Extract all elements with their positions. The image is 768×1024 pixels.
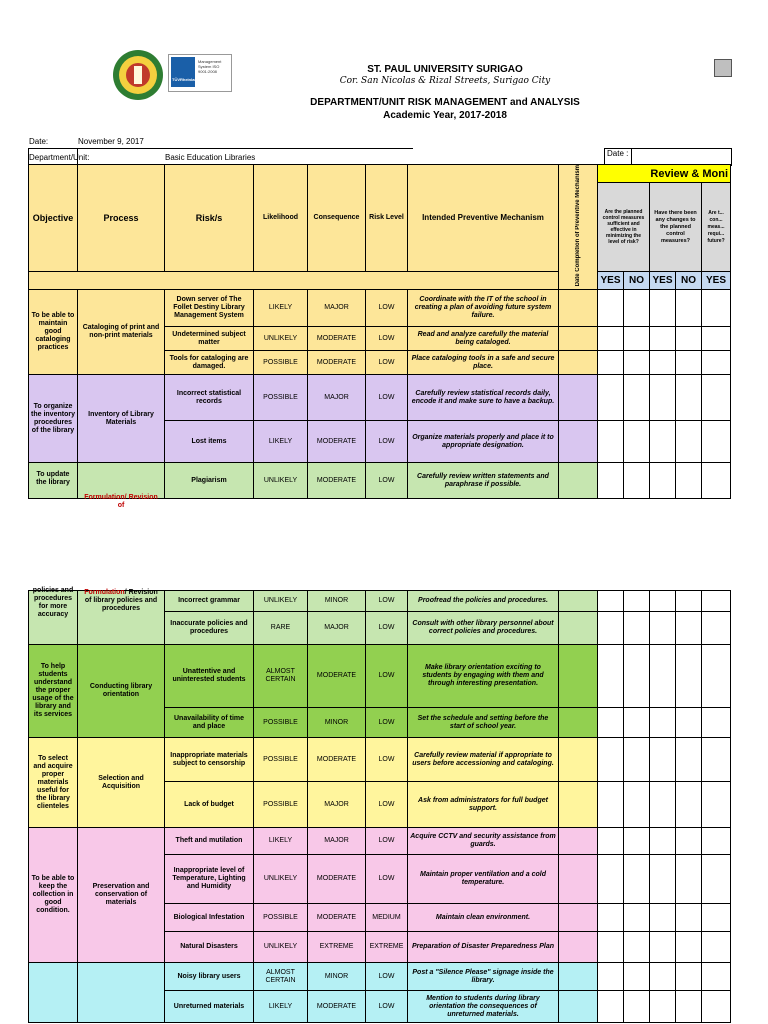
consequence-cell: MODERATE	[308, 351, 366, 375]
likelihood-cell: UNLIKELY	[254, 591, 308, 612]
consequence-cell: MAJOR	[308, 375, 366, 421]
risk-cell: Lack of budget	[165, 782, 254, 828]
date-label: Date:	[29, 137, 49, 146]
process-cell: Inventory of Library Materials	[78, 375, 165, 463]
level-cell: LOW	[366, 645, 408, 708]
objective-cell: To be able to maintain good cataloging practices	[29, 290, 78, 375]
table-row	[29, 375, 731, 421]
risk-table-page2	[28, 587, 731, 1023]
likelihood-cell: POSSIBLE	[254, 782, 308, 828]
process-cell: Preservation and conservation of materials	[78, 828, 165, 963]
academic-year: Academic Year, 2017-2018	[383, 110, 507, 121]
consequence-cell: MODERATE	[308, 463, 366, 499]
no-2: NO	[676, 271, 702, 290]
objective-cell: To update the library	[29, 463, 78, 499]
consequence-cell: MODERATE	[308, 327, 366, 351]
level-cell: LOW	[366, 463, 408, 499]
process-cell	[78, 591, 165, 645]
likelihood-cell: POSSIBLE	[254, 738, 308, 782]
table-row	[29, 290, 731, 327]
level-cell: MEDIUM	[366, 904, 408, 932]
likelihood-cell: LIKELY	[254, 421, 308, 463]
date2-label: Date :	[607, 149, 629, 158]
level-cell: LOW	[366, 855, 408, 904]
process-cell: Selection and Acquisition	[78, 738, 165, 828]
consequence-cell: MINOR	[308, 591, 366, 612]
level-cell: LOW	[366, 991, 408, 1023]
consequence-cell: MAJOR	[308, 782, 366, 828]
mechanism-cell: Ask from administrators for full budget support.	[408, 782, 559, 828]
process-cell: Formulation/ Revision of	[78, 463, 165, 499]
likelihood-cell: RARE	[254, 612, 308, 645]
header-spacer	[29, 271, 559, 290]
level-cell: LOW	[366, 591, 408, 612]
risk-cell: Inappropriate materials subject to censorship	[165, 738, 254, 782]
consequence-cell: MAJOR	[308, 290, 366, 327]
likelihood-cell: POSSIBLE	[254, 708, 308, 738]
mechanism-cell: Carefully review statistical records daily, encode it and make sure to have a backup.	[408, 375, 559, 421]
question-2: Have there been any changes to the planned control measures?	[650, 183, 702, 271]
likelihood-cell: UNLIKELY	[254, 463, 308, 499]
col-consequence: Consequence	[308, 165, 366, 272]
objective-cell: To select and acquire proper materials useful for the library clienteles	[29, 738, 78, 828]
likelihood-cell: LIKELY	[254, 290, 308, 327]
dept-value: Basic Education Libraries	[165, 153, 256, 162]
table-row	[29, 828, 731, 855]
mechanism-cell: Maintain clean environment.	[408, 904, 559, 932]
risk-cell: Inaccurate policies and procedures	[165, 612, 254, 645]
consequence-cell: EXTREME	[308, 932, 366, 963]
level-cell: LOW	[366, 738, 408, 782]
level-cell: LOW	[366, 421, 408, 463]
process-cell: Conducting library orientation	[78, 645, 165, 738]
consequence-cell: MODERATE	[308, 645, 366, 708]
objective-cell: To be able to keep the collection in good condition.	[29, 828, 78, 963]
likelihood-cell: UNLIKELY	[254, 855, 308, 904]
consequence-cell: MAJOR	[308, 828, 366, 855]
risk-cell: Down server of The Follet Destiny Library Management System	[165, 290, 254, 327]
level-cell: EXTREME	[366, 932, 408, 963]
col-date-completion	[559, 165, 598, 290]
consequence-cell: MINOR	[308, 963, 366, 991]
mechanism-cell: Mention to students during library orientation the consequences of unreturned materials.	[408, 991, 559, 1023]
col-likelihood: Likelihood	[254, 165, 308, 272]
risk-cell: Unreturned materials	[165, 991, 254, 1023]
table-row	[29, 645, 731, 708]
risk-cell: Undetermined subject matter	[165, 327, 254, 351]
level-cell: LOW	[366, 290, 408, 327]
table-row	[29, 963, 731, 991]
risk-cell: Plagiarism	[165, 463, 254, 499]
mechanism-cell: Acquire CCTV and security assistance from guards.	[408, 828, 559, 855]
objective-cell	[29, 963, 78, 1023]
yes-1: YES	[598, 271, 624, 290]
likelihood-cell: POSSIBLE	[254, 351, 308, 375]
consequence-cell: MODERATE	[308, 738, 366, 782]
university-name: ST. PAUL UNIVERSITY SURIGAO	[367, 64, 523, 75]
table-row	[29, 738, 731, 782]
level-cell: LOW	[366, 327, 408, 351]
mechanism-cell: Place cataloging tools in a safe and secure place.	[408, 351, 559, 375]
process-red-text: Formulation	[84, 589, 125, 596]
table-row	[29, 591, 731, 612]
level-cell: LOW	[366, 963, 408, 991]
level-cell: LOW	[366, 708, 408, 738]
risk-cell: Unavailability of time and place	[165, 708, 254, 738]
question-1: Are the planned control measures sufficient and effective in minimizing the level of risk?	[598, 183, 650, 271]
mechanism-cell: Carefully review written statements and paraphrase if possible.	[408, 463, 559, 499]
level-cell: LOW	[366, 782, 408, 828]
likelihood-cell: LIKELY	[254, 991, 308, 1023]
consequence-cell: MODERATE	[308, 855, 366, 904]
risk-cell: Incorrect grammar	[165, 591, 254, 612]
level-cell: LOW	[366, 612, 408, 645]
mechanism-cell: Read and analyze carefully the material being cataloged.	[408, 327, 559, 351]
consequence-cell: MAJOR	[308, 612, 366, 645]
date-completion-text: Date Completion of Preventive Mechanism	[575, 165, 581, 287]
col-risks: Risk/s	[165, 165, 254, 272]
risk-cell: Noisy library users	[165, 963, 254, 991]
col-risk-level: Risk Level	[366, 165, 408, 272]
table-row	[29, 463, 731, 499]
university-seal	[112, 49, 164, 101]
risk-cell: Inappropriate level of Temperature, Lighting and Humidity	[165, 855, 254, 904]
no-1: NO	[624, 271, 650, 290]
mechanism-cell: Maintain proper ventilation and a cold temperature.	[408, 855, 559, 904]
yes-3: YES	[702, 271, 731, 290]
question-3: Are t... con... meas... requi... future?	[702, 183, 731, 271]
risk-cell: Theft and mutilation	[165, 828, 254, 855]
gray-box	[714, 59, 732, 77]
col-mechanism: Intended Preventive Mechanism	[408, 165, 559, 272]
likelihood-cell: POSSIBLE	[254, 904, 308, 932]
risk-cell: Tools for cataloging are damaged.	[165, 351, 254, 375]
document-title: DEPARTMENT/UNIT RISK MANAGEMENT and ANALYSIS	[310, 97, 580, 108]
consequence-cell: MODERATE	[308, 991, 366, 1023]
consequence-cell: MINOR	[308, 708, 366, 738]
mechanism-cell: Carefully review material if appropriate to users before accessioning and cataloging.	[408, 738, 559, 782]
level-cell: LOW	[366, 375, 408, 421]
yes-2: YES	[650, 271, 676, 290]
process-cell	[78, 963, 165, 1023]
likelihood-cell: UNLIKELY	[254, 932, 308, 963]
cert-badge-text: Management System ISO 9001:2008	[198, 59, 222, 74]
university-address: Cor. San Nicolas & Rizal Streets, Surigao City	[339, 76, 551, 86]
mechanism-cell: Set the schedule and setting before the start of school year.	[408, 708, 559, 738]
likelihood-cell: LIKELY	[254, 828, 308, 855]
review-monitoring-header: Review & Moni	[598, 165, 731, 183]
mechanism-cell: Post a "Silence Please" signage inside the library.	[408, 963, 559, 991]
level-cell: LOW	[366, 828, 408, 855]
risk-cell: Lost items	[165, 421, 254, 463]
consequence-cell: MODERATE	[308, 421, 366, 463]
likelihood-cell: ALMOST CERTAIN	[254, 963, 308, 991]
mechanism-cell: Consult with other library personnel about correct policies and procedures.	[408, 612, 559, 645]
consequence-cell: MODERATE	[308, 904, 366, 932]
level-cell: LOW	[366, 351, 408, 375]
likelihood-cell: POSSIBLE	[254, 375, 308, 421]
mechanism-cell: Preparation of Disaster Preparedness Plan	[408, 932, 559, 963]
tuv-certification-badge	[168, 54, 232, 92]
meta-line	[28, 148, 413, 149]
mechanism-cell: Organize materials properly and place it to appropriate designation.	[408, 421, 559, 463]
objective-cell: To help students understand the proper usage of the library and its services	[29, 645, 78, 738]
likelihood-cell: UNLIKELY	[254, 327, 308, 351]
col-objective: Objective	[29, 165, 78, 272]
mechanism-cell: Make library orientation exciting to students by engaging with them and through interesting presentation.	[408, 645, 559, 708]
tuv-logo-text: TÜVRheinland	[172, 77, 200, 82]
risk-cell: Natural Disasters	[165, 932, 254, 963]
risk-cell: Unattentive and uninterested students	[165, 645, 254, 708]
col-process: Process	[78, 165, 165, 272]
mechanism-cell: Proofread the policies and procedures.	[408, 591, 559, 612]
process-rest-text: / Revision of library policies and procedures	[84, 589, 158, 612]
process-cell: Cataloging of print and non-print materials	[78, 290, 165, 375]
date-value: November 9, 2017	[78, 137, 144, 146]
mechanism-cell: Coordinate with the IT of the school in creating a plan of avoiding future system failure.	[408, 290, 559, 327]
risk-table-page1	[28, 164, 731, 510]
objective-cell: policies and procedures for more accuracy	[29, 591, 78, 645]
risk-cell: Incorrect statistical records	[165, 375, 254, 421]
objective-cell: To organize the inventory procedures of the library	[29, 375, 78, 463]
risk-cell: Biological Infestation	[165, 904, 254, 932]
likelihood-cell: ALMOST CERTAIN	[254, 645, 308, 708]
dept-label: Department/Unit:	[29, 153, 90, 162]
